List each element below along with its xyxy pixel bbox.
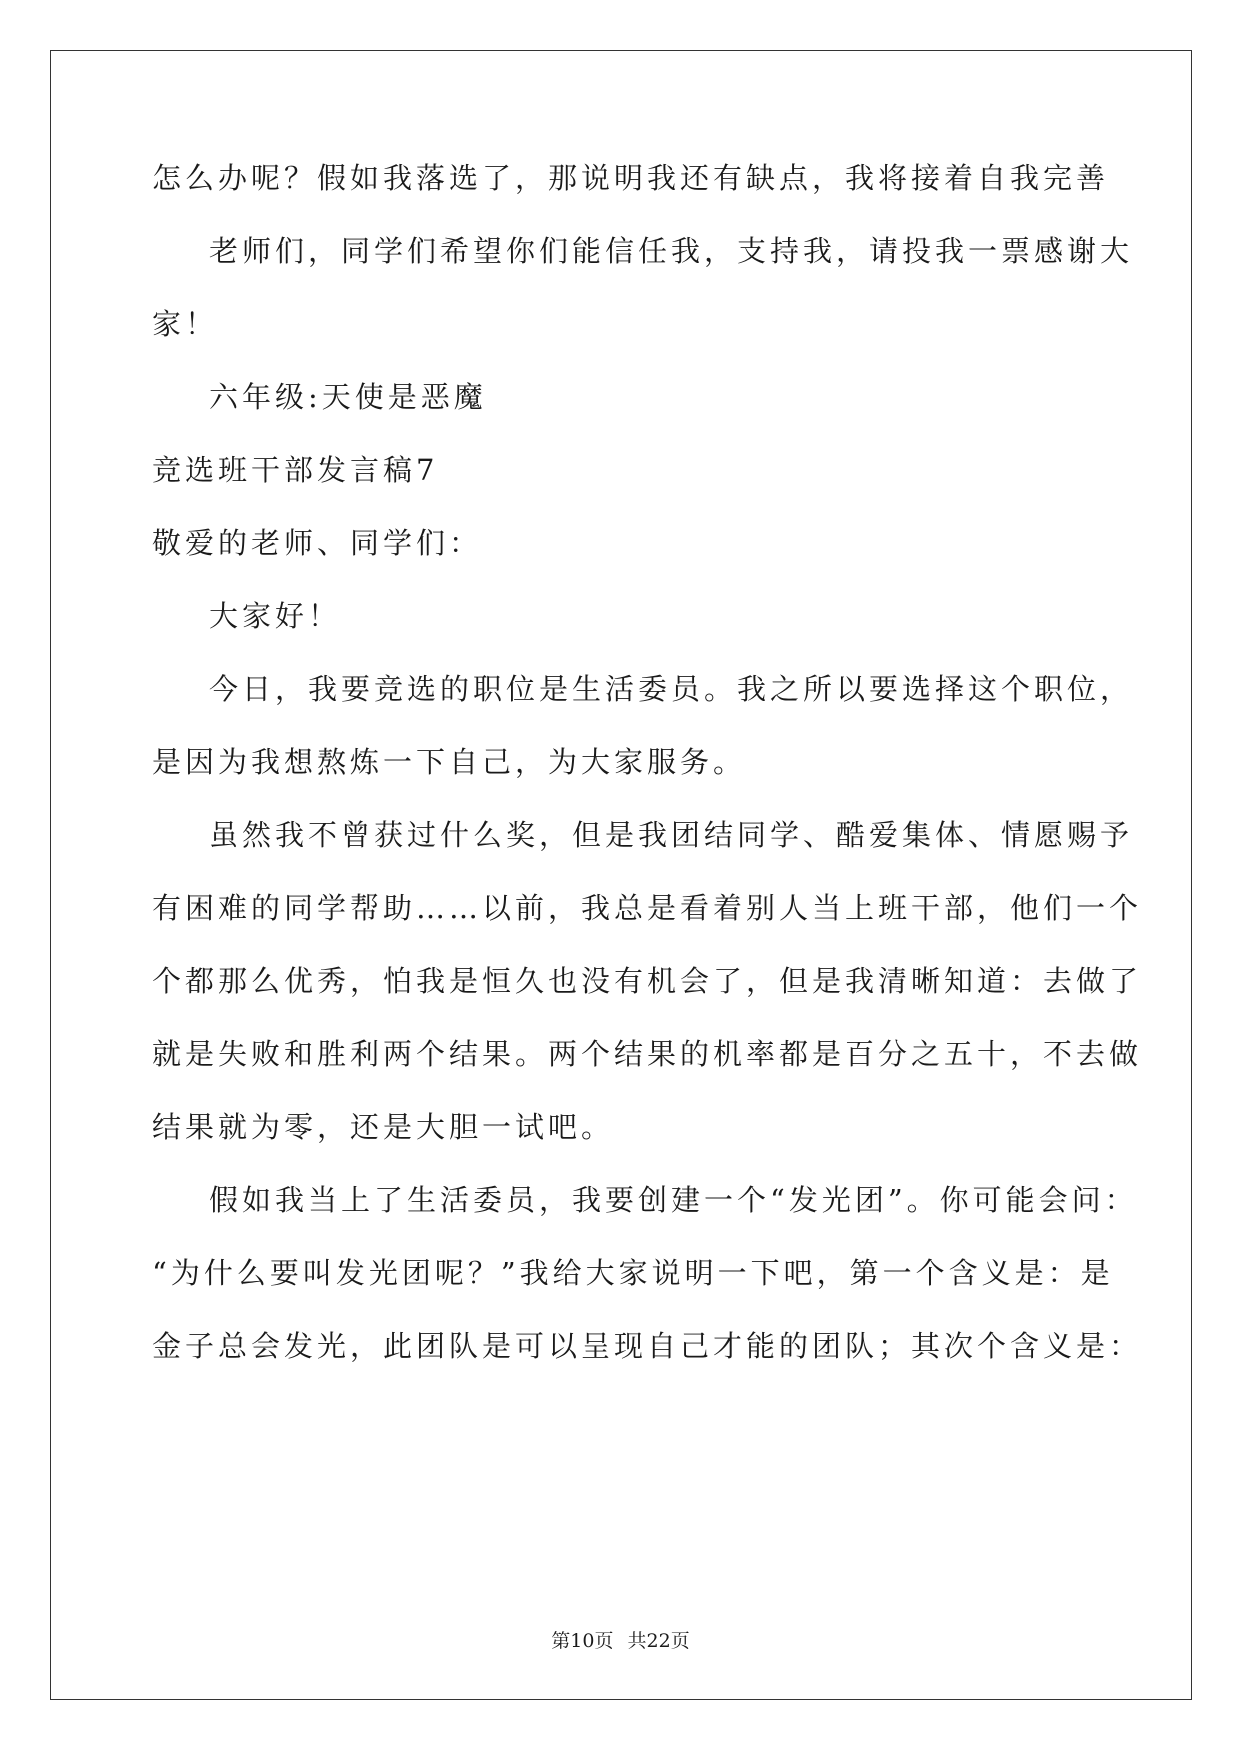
page-frame bbox=[50, 50, 1192, 1700]
page-footer bbox=[0, 1626, 1241, 1653]
text-line: 敬爱的老师、同学们： bbox=[152, 526, 483, 560]
text-line: 今日，我要竞选的职位是生活委员。我之所以要选择这个职位， bbox=[209, 672, 1134, 706]
text-line: 老师们，同学们希望你们能信任我，支持我，请投我一票感谢大 bbox=[209, 234, 1134, 268]
text-line: 有困难的同学帮助……以前，我总是看着别人当上班干部，他们一个 bbox=[152, 891, 1143, 925]
text-line: “为什么要叫发光团呢？”我给大家说明一下吧，第一个含义是：是 bbox=[152, 1256, 1114, 1290]
text-line: 是因为我想熬炼一下自己，为大家服务。 bbox=[152, 745, 747, 779]
text-line: 六年级:天使是恶魔 bbox=[209, 380, 487, 414]
text-line: 大家好！ bbox=[209, 599, 342, 633]
text-line: 怎么办呢？假如我落选了，那说明我还有缺点，我将接着自我完善 bbox=[152, 161, 1110, 195]
text-line: 结果就为零，还是大胆一试吧。 bbox=[152, 1110, 615, 1144]
text-line: 个都那么优秀，怕我是恒久也没有机会了，但是我清晰知道：去做了 bbox=[152, 964, 1143, 998]
text-line: 假如我当上了生活委员，我要创建一个“发光团”。你可能会问： bbox=[209, 1183, 1138, 1217]
page-number: 第10页 bbox=[551, 1630, 614, 1652]
text-line: 家！ bbox=[152, 307, 219, 341]
total-pages: 共22页 bbox=[627, 1630, 690, 1652]
text-line: 就是失败和胜利两个结果。两个结果的机率都是百分之五十，不去做 bbox=[152, 1037, 1143, 1071]
section-title: 竞选班干部发言稿7 bbox=[152, 453, 439, 487]
text-line: 虽然我不曾获过什么奖，但是我团结同学、酷爱集体、情愿赐予 bbox=[209, 818, 1134, 852]
text-line: 金子总会发光，此团队是可以呈现自己才能的团队；其次个含义是： bbox=[152, 1329, 1143, 1363]
